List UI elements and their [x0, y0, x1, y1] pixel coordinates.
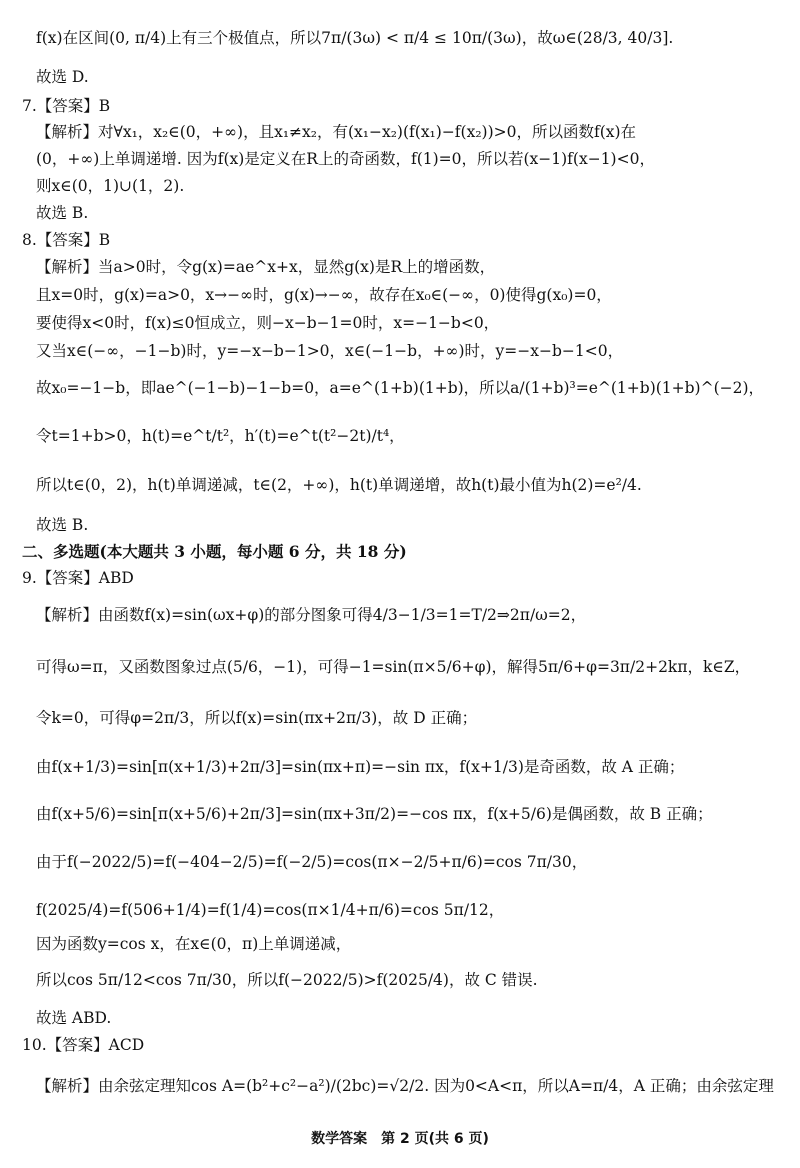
- page-footer: 数学答案 第 2 页(共 6 页): [311, 1131, 489, 1147]
- question-8-answer: 8.【答案】B: [22, 231, 111, 249]
- section-heading: 二、多选题(本大题共 3 小题，每小题 6 分，共 18 分): [22, 542, 407, 561]
- text-line: 由f(x+5/6)=sin[π(x+5/6)+2π/3]=sin(πx+3π/2)=−cos πx，f(x+5/6)是偶函数，故 B 正确；: [36, 805, 713, 823]
- text-line: 可得ω=π，又函数图象过点(5/6，−1)，可得−1=sin(π×5/6+φ)，解得5π/6+φ=3π/2+2kπ，k∈Z，: [36, 658, 751, 676]
- text-line: 故选 B.: [36, 516, 89, 534]
- question-9-answer: 9.【答案】ABD: [22, 569, 134, 587]
- question-10-answer: 10.【答案】ACD: [22, 1036, 145, 1054]
- text-line: 令t=1+b>0，h(t)=e^t/t²，h′(t)=e^t(t²−2t)/t⁴，: [36, 427, 405, 445]
- text-line: 所以cos 5π/12<cos 7π/30，所以f(−2022/5)>f(2025/4)，故 C 错误.: [36, 971, 538, 989]
- text-line: 令k=0，可得φ=2π/3，所以f(x)=sin(πx+2π/3)，故 D 正确；: [36, 709, 478, 727]
- question-7-answer: 7.【答案】B: [22, 97, 111, 115]
- text-line: 故x₀=−1−b，即ae^(−1−b)−1−b=0，a=e^(1+b)(1+b)，所以a/(1+b)³=e^(1+b)(1+b)^(−2)，: [36, 379, 765, 397]
- text-line: 【解析】由函数f(x)=sin(ωx+φ)的部分图象可得4/3−1/3=1=T/2⇒2π/ω=2，: [36, 606, 587, 624]
- text-line: 由f(x+1/3)=sin[π(x+1/3)+2π/3]=sin(πx+π)=−sin πx，f(x+1/3)是奇函数，故 A 正确；: [36, 758, 685, 776]
- text-line: 【解析】当a>0时，令g(x)=ae^x+x，显然g(x)是R上的增函数，: [36, 258, 496, 276]
- text-line: 因为函数y=cos x，在x∈(0，π)上单调递减，: [36, 935, 352, 953]
- text-line: 要使得x<0时，f(x)≤0恒成立，则−x−b−1=0时，x=−1−b<0，: [36, 314, 500, 332]
- text-line: 故选 D.: [36, 68, 89, 86]
- text-line: 所以t∈(0，2)，h(t)单调递减，t∈(2，+∞)，h(t)单调递增，故h(t)最小值为h(2)=e²/4.: [36, 476, 642, 494]
- text-line: 故选 B.: [36, 204, 89, 222]
- text-line: 【解析】对∀x₁，x₂∈(0，+∞)，且x₁≠x₂，有(x₁−x₂)(f(x₁)−f(x₂))>0，所以函数f(x)在: [36, 123, 637, 141]
- text-line: 故选 ABD.: [36, 1009, 112, 1027]
- text-line: f(2025/4)=f(506+1/4)=f(1/4)=cos(π×1/4+π/6)=cos 5π/12，: [36, 901, 505, 919]
- text-line: 则x∈(0，1)∪(1，2).: [36, 177, 185, 195]
- text-line: 【解析】由余弦定理知cos A=(b²+c²−a²)/(2bc)=√2/2. 因为0<A<π，所以A=π/4，A 正确；由余弦定理: [36, 1077, 774, 1095]
- text-line: f(x)在区间(0, π/4)上有三个极值点，所以7π/(3ω) < π/4 ≤ 10π/(3ω)，故ω∈(28/3, 40/3].: [36, 29, 674, 47]
- text-line: 由于f(−2022/5)=f(−404−2/5)=f(−2/5)=cos(π×−2/5+π/6)=cos 7π/30，: [36, 853, 588, 871]
- text-line: 又当x∈(−∞，−1−b)时，y=−x−b−1>0，x∈(−1−b，+∞)时，y=−x−b−1<0，: [36, 342, 624, 360]
- text-line: (0，+∞)上单调递增. 因为f(x)是定义在R上的奇函数，f(1)=0，所以若(x−1)f(x−1)<0，: [36, 150, 655, 168]
- text-line: 且x=0时，g(x)=a>0，x→−∞时，g(x)→−∞，故存在x₀∈(−∞，0)使得g(x₀)=0，: [36, 286, 612, 304]
